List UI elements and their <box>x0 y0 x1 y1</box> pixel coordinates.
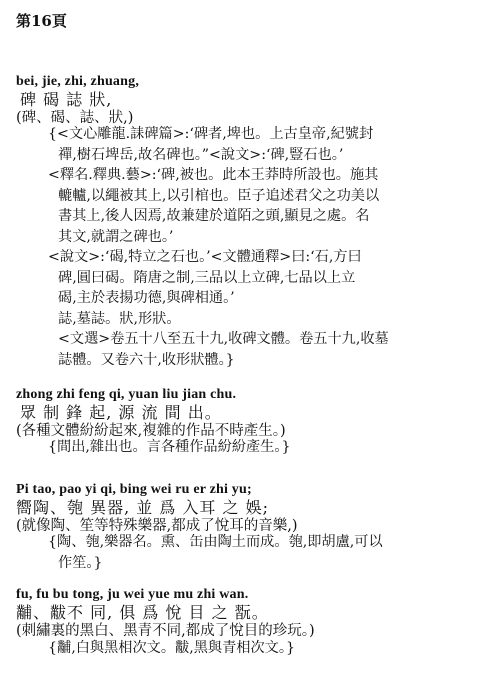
note-line: 誌,墓誌。狀,形狀。 <box>58 310 181 327</box>
section-4-notes <box>48 638 295 659</box>
section-2-notes <box>48 437 290 458</box>
section-1-hanzi: 碑 碣 誌 狀, <box>20 90 113 109</box>
section-2-gloss: (各種文體紛紛起來,複雜的作品不時產生。) <box>16 423 286 439</box>
section-4-pinyin: fu, fu bu tong, ju wei yue mu zhi wan. <box>16 587 249 602</box>
note-line: 書其上,後人因焉,故兼建於道陌之頭,顯見之處。名 <box>58 208 370 224</box>
section-3-hanzi: 嚮陶、匏 異器, 並 爲 入耳 之 娛; <box>16 498 269 517</box>
note-line: 碑,圓曰碣。隋唐之制,三品以上立碑,七品以上立 <box>58 269 356 286</box>
note-line: 禪,樹石埤岳,故名碑也。”<說文>:‘碑,豎石也。’ <box>58 146 344 163</box>
section-4-gloss: (刺繡裏的黑白、黑青不同,都成了悅目的珍玩。) <box>16 623 315 639</box>
note-line: <文選>卷五十八至五十九,收碑文體。卷五十九,收墓 <box>58 331 389 347</box>
section-2-pinyin: zhong zhi feng qi, yuan liu jian chu. <box>16 387 237 402</box>
note-line: {間出,雜出也。言各種作品紛紛產生。} <box>48 439 291 455</box>
note-line: {黼,白與黑相次文。黻,黑與青相次文。} <box>48 640 295 656</box>
section-3-gloss: (就像陶、笙等特殊樂器,都成了悅耳的音樂,) <box>16 518 298 534</box>
note-line: 轆轤,以繩被其上,以引棺也。臣子追述君父之功美以 <box>58 187 380 204</box>
note-line: 誌體。又卷六十,收形狀體。} <box>58 351 235 368</box>
section-4-hanzi: 黼、黻不 同, 俱 爲 悅 目 之 翫。 <box>16 603 269 622</box>
section-3-pinyin: Pi tao, pao yi qi, bing wei ru er zhi yu; <box>16 482 252 497</box>
note-line: 作笙。} <box>58 554 103 571</box>
section-1-gloss: (碑、碣、誌、狀,) <box>16 110 134 126</box>
note-line: <釋名.釋典.藝>:‘碑,被也。此本王莽時所設也。施其 <box>48 167 379 183</box>
note-line: 其文,就謂之碑也。’ <box>58 228 174 245</box>
page-header: 第16頁 <box>16 12 67 30</box>
note-line: {<文心雕龍.誄碑篇>:‘碑者,埤也。上古皇帝,紀號封 <box>48 126 374 142</box>
section-1-pinyin: bei, jie, zhi, zhuang, <box>16 74 140 89</box>
note-line: <說文>:‘碣,特立之石也。’<文體通釋>曰:‘石,方曰 <box>48 249 362 265</box>
section-3-notes <box>48 532 383 573</box>
note-line: {陶、匏,樂器名。熏、缶由陶土而成。匏,即胡盧,可以 <box>48 534 383 550</box>
section-1-notes <box>48 124 389 370</box>
section-2-hanzi: 眾 制 鋒 起, 源 流 間 出。 <box>20 403 222 422</box>
note-line: 碣,主於表揚功德,與碑相通。’ <box>58 290 235 306</box>
